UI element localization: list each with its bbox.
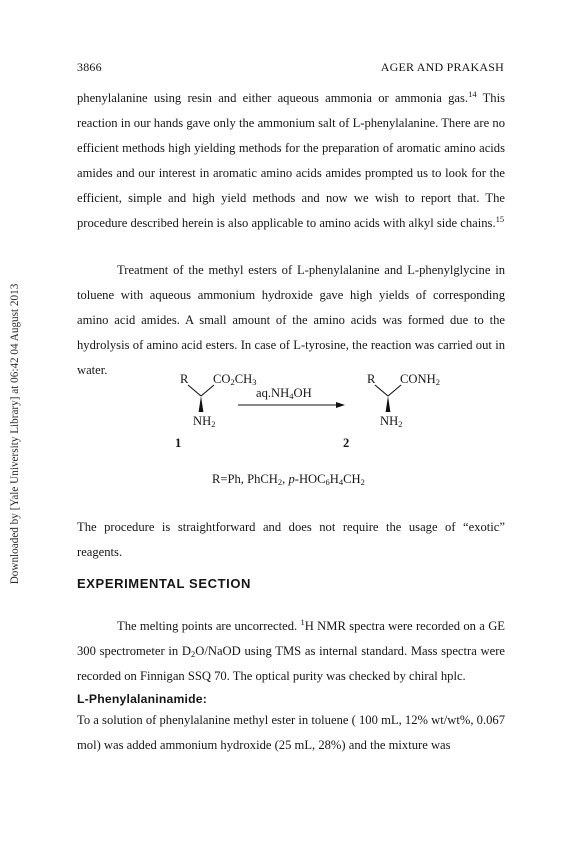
download-watermark-text: Downloaded by [Yale University Library] at 06:42 04 August 2013 — [9, 283, 21, 585]
para4-text-b: H NMR spectra were recorded on a GE 300 spectrometer in D — [77, 619, 505, 658]
r-group-right: R — [367, 372, 376, 386]
para1-text-a: phenylalanine using resin and either aqueous ammonia or ammonia gas. — [77, 91, 469, 105]
amine-left — [193, 414, 215, 429]
arrow-head — [336, 402, 345, 408]
rdef-sub2: 6 — [325, 477, 330, 487]
ester-group — [213, 372, 257, 387]
rdef-d: H — [329, 472, 339, 486]
r-definition — [212, 472, 365, 487]
reference-14: 14 — [468, 89, 477, 99]
para1-text-b: This reaction in our hands gave only the ammonium salt of — [77, 91, 505, 130]
para2-text-b: -phenylalanine and — [304, 263, 408, 277]
paragraph-synthesis: To a solution of phenylalanine methyl ester in toluene ( 100 mL, 12% wt/wt%, 0.067 mol) was added ammonium hydroxide (25 mL, 28%) and the mixture was — [77, 713, 505, 752]
paragraph-general-methods — [77, 614, 505, 689]
ester-co: CO — [213, 372, 231, 386]
rdef-sub1: 2 — [277, 477, 283, 487]
section-heading-experimental: EXPERIMENTAL SECTION — [77, 576, 252, 591]
nmr-superscript: 1 — [300, 617, 305, 627]
para4-text-a: The melting points are uncorrected. — [117, 619, 301, 633]
bond-right-r — [375, 385, 388, 396]
reagent-a: aq.NH — [256, 386, 290, 400]
l-prefix: L — [293, 338, 301, 352]
para2-text-d: -tyrosine, the reaction was carried out in water. — [77, 338, 505, 377]
compound-label-1: 1 — [175, 436, 182, 450]
subheading-text: -Phenylalaninamide: — [84, 692, 207, 706]
reaction-scheme — [160, 372, 440, 522]
amide-text: CONH — [400, 372, 436, 386]
reagent-b: OH — [293, 386, 312, 400]
running-head-authors: AGER AND PRAKASH — [380, 60, 504, 74]
rdef-sub3: 4 — [338, 477, 344, 487]
l-prefix: L — [296, 263, 305, 277]
amine-left-sub: 2 — [211, 419, 216, 429]
subheading-prefix: L — [77, 692, 85, 706]
compound-label-2: 2 — [343, 436, 350, 450]
reagent-sub: 4 — [289, 391, 294, 401]
paragraph-treatment — [77, 258, 505, 383]
amine-left-text: NH — [193, 414, 212, 428]
rdef-b: , — [282, 472, 289, 486]
rdef-sub4: 2 — [360, 477, 365, 487]
rdef-e: CH — [343, 472, 361, 486]
r-group-left: R — [180, 372, 189, 386]
reference-15: 15 — [495, 214, 505, 224]
wedge-left — [199, 396, 204, 412]
l-prefix: L — [407, 263, 415, 277]
ester-ch: CH — [234, 372, 253, 386]
bond-left-r — [188, 385, 201, 396]
rdef-a: R=Ph, PhCH — [212, 472, 278, 486]
reagent-label — [256, 386, 312, 401]
rdef-c: -HOC — [294, 472, 326, 486]
download-watermark — [4, 244, 26, 624]
para4-text-c: O/NaOD using TMS as internal standard. Mass spectra were recorded on Finnigan SSQ 70. The optical purity was checked by chiral hplc. — [77, 644, 505, 683]
amine-right-sub: 2 — [398, 419, 403, 429]
page-number: 3866 — [77, 60, 102, 74]
rdef-para: p — [288, 472, 295, 486]
para2-text-a: Treatment of the methyl esters of — [117, 263, 297, 277]
ester-sub2: 3 — [252, 377, 257, 387]
paragraph-procedure-note: The procedure is straightforward and does not require the usage of “exotic” reagents. — [77, 520, 505, 559]
subheading-phenylalaninamide — [77, 692, 207, 706]
amide-group — [400, 372, 440, 387]
amine-right-text: NH — [380, 414, 399, 428]
para1-text-c: -phenylalanine. There are no efficient methods high yielding methods for the preparation of aromatic amino acids amides and our interest in aromatic amino acids amides prompted us to look for the efficient, simple and high yield methods and now we wish to report that. The procedure described herein is also applicable to amino acids with alkyl side chains. — [77, 116, 505, 230]
wedge-right — [386, 396, 391, 412]
ester-sub: 2 — [230, 377, 235, 387]
paragraph-intro — [77, 86, 505, 236]
amine-right — [380, 414, 402, 429]
amide-sub: 2 — [435, 377, 440, 387]
para2-text-c: -phenylglycine in toluene with aqueous ammonium hydroxide gave high yields of corresponding amino acid amides. A small amount of the amino acids was formed due to the hydrolysis of amino acid esters. In case of — [77, 263, 506, 352]
l-prefix: L — [352, 116, 361, 130]
d2o-subscript: 2 — [191, 649, 196, 659]
